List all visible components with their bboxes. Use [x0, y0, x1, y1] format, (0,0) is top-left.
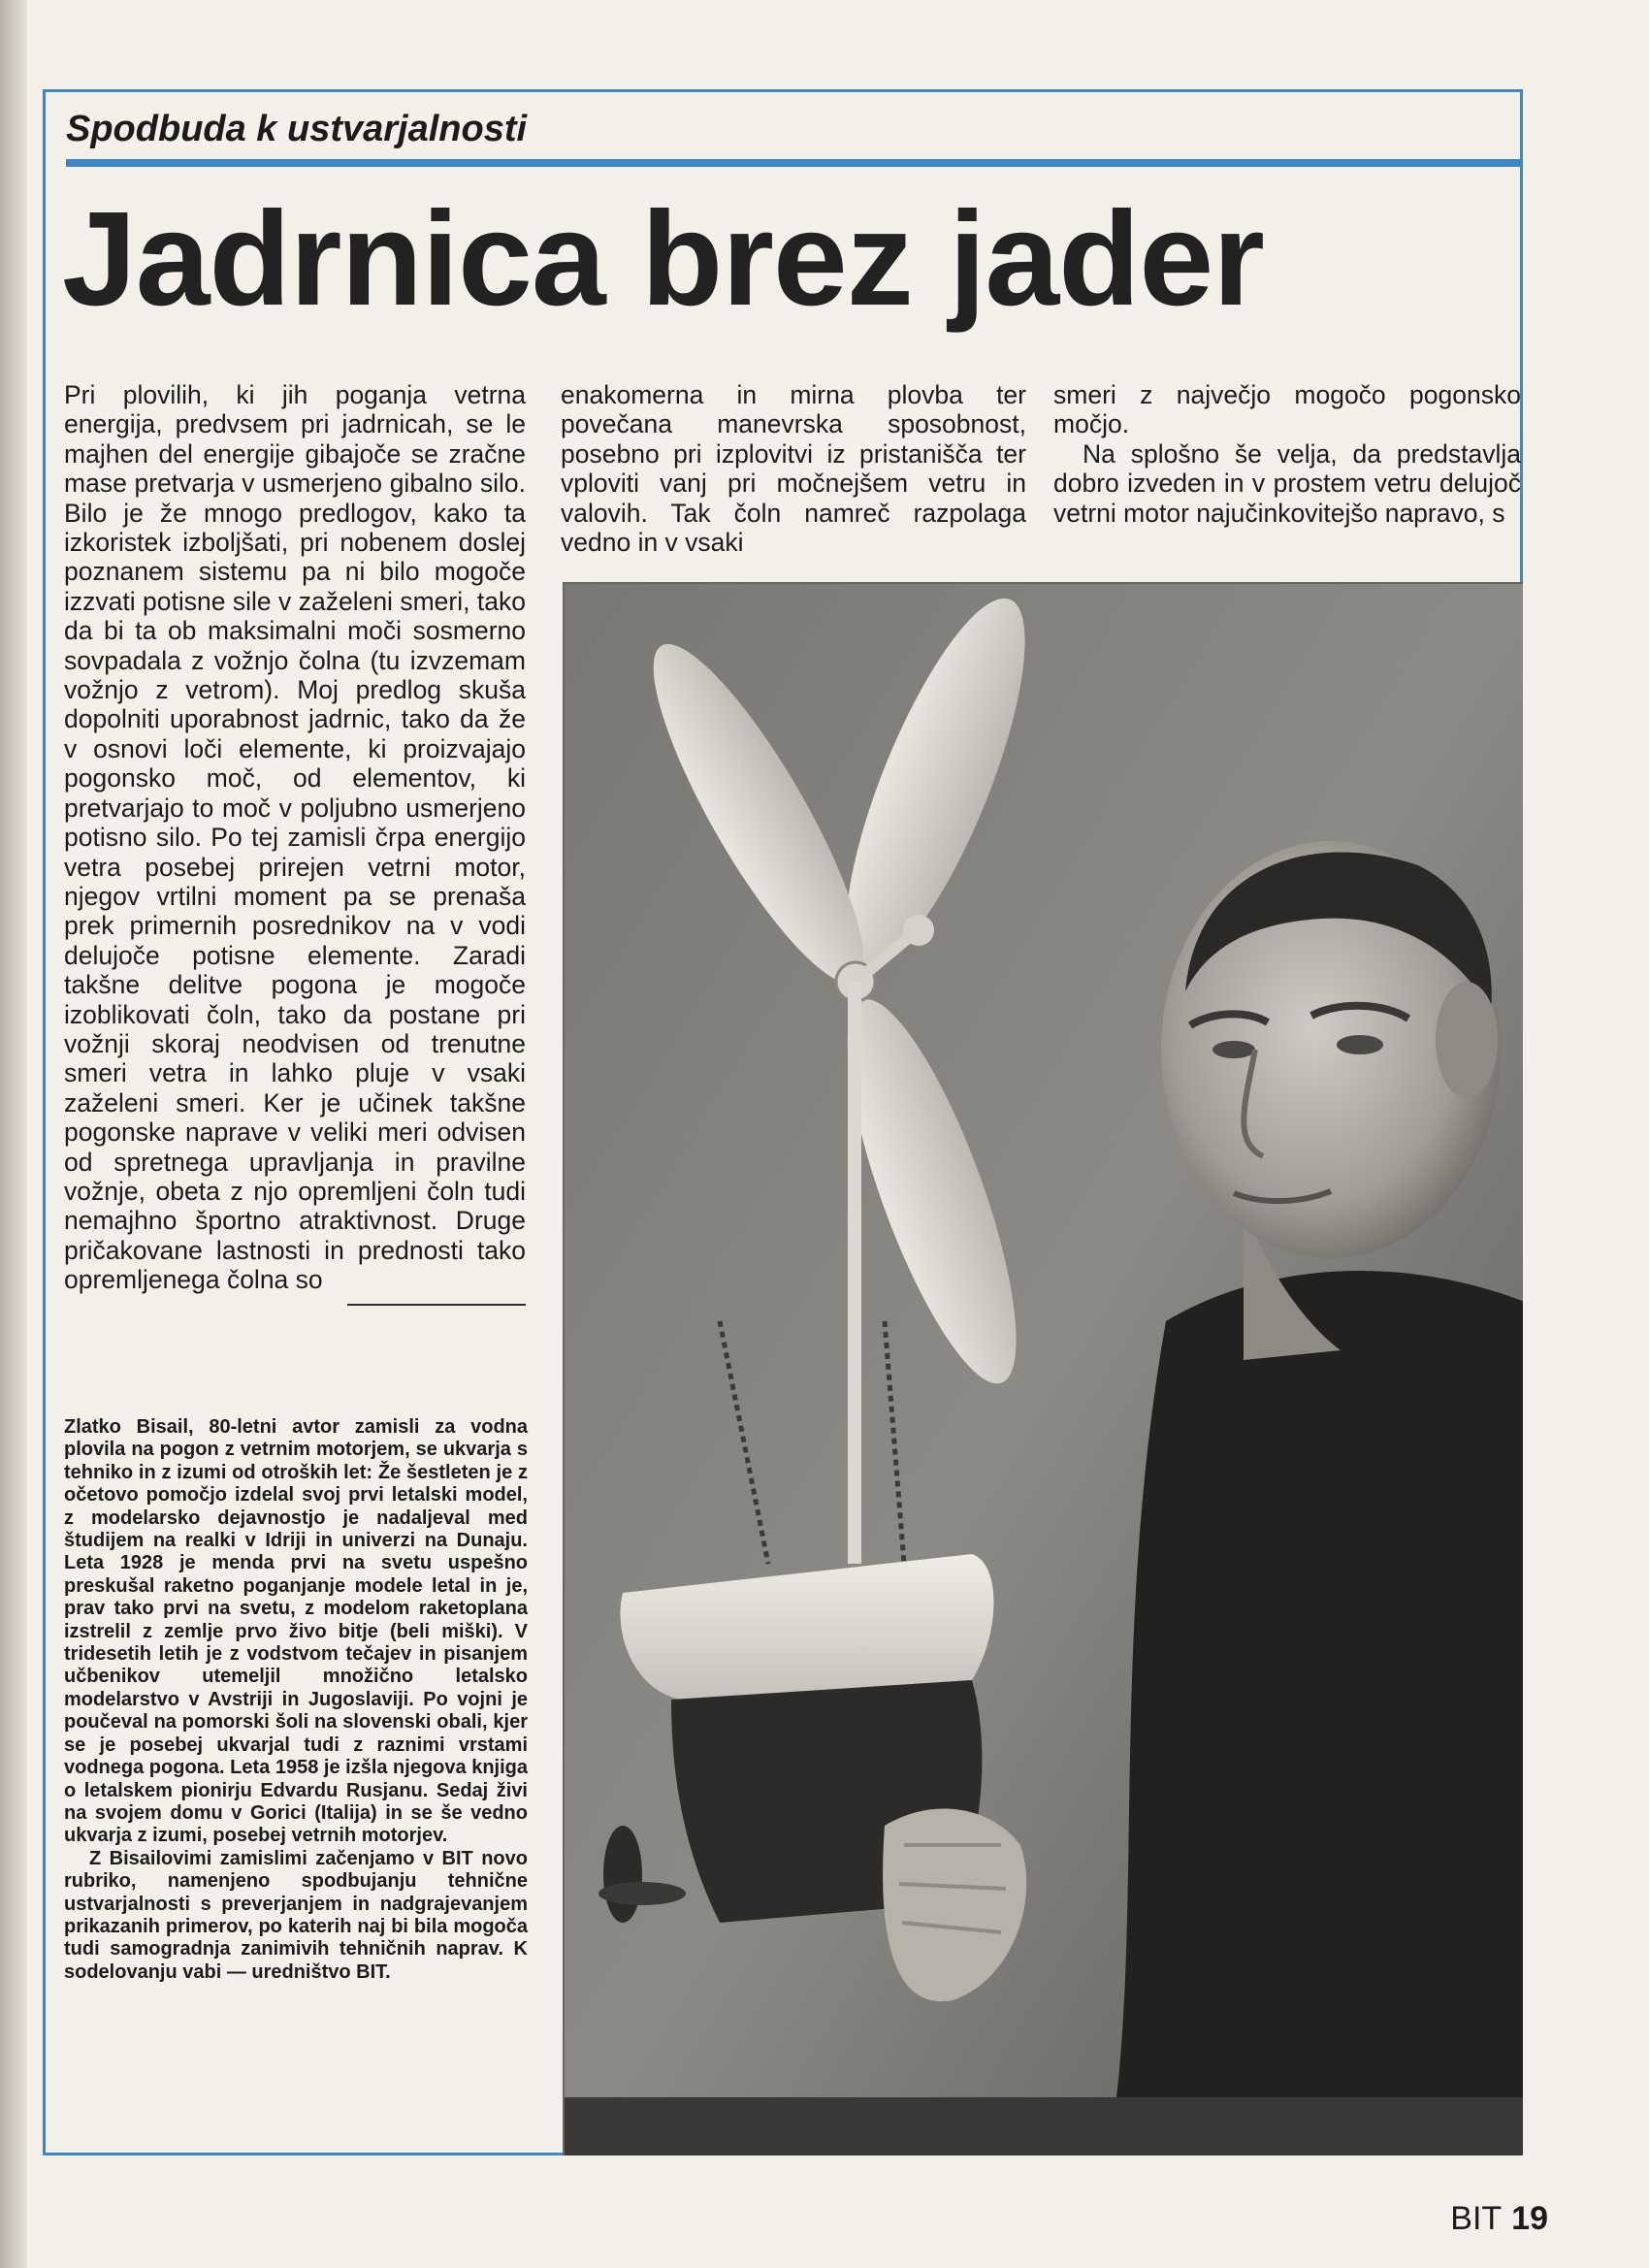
column-end-rule — [347, 1304, 526, 1306]
article-headline: Jadrnica brez jader — [62, 184, 1264, 334]
bio-paragraph: Zlatko Bisail, 80-letni avtor zamisli za vodna plovila na pogon z vetrnim motorjem, se ukvarja s tehniko in z izumi od otroških let: Že šestleten je z očetovo pomočjo izdelal svoj prvi letalski model, z modelarsko dejavnostjo je nadaljeval med študijem na realki v Idriji in univerzi na Dunaju. Leta 1928 je menda prvi na svetu uspešno preskušal raketno poganjanje modele letal in je, prav tako prvi na svetu, z modelom raketoplana izstrelil z zemlje prvo živo bitje (beli miški). V tridesetih letih je z vodstvom tečajev in pisanjem učbenikov utemeljil množično letalsko modelarstvo v Avstriji in Jugoslaviji. Po vojni je poučeval na pomorski šoli na slovenski obali, kjer se je posebej ukvarjal tudi z raznimi vrstami vodnega pogona. Leta 1958 je izšla njegova knjiga o letalskem pionirju Edvardu Rusjanu. Sedaj živi na svojem domu v Gorici (Italija) in se še vedno ukvarja z izumi, posebej vetrnih motorjev. — [64, 1416, 528, 1847]
body-paragraph: smeri z največjo mogočo pogonsko močjo. — [1053, 380, 1521, 439]
page-number: 19 — [1511, 2200, 1548, 2237]
body-paragraph: enakomerna in mirna plovba ter povečana manevrska sposobnost, posebno pri izplovitvi iz pristanišča ter vploviti vanj pri močnejšem vetru in valovih. Tak čoln namreč razpolaga vedno in v vsaki — [561, 380, 1026, 558]
photo-illustration — [565, 584, 1523, 2155]
section-label: Spodbuda k ustvarjalnosti — [66, 109, 528, 149]
bio-paragraph: Z Bisailovimi zamislimi začenjamo v BIT novo rubriko, namenjeno spodbujanju tehnične ustvarjalnosti s preverjanjem in nadgrajevanjem prikazanih primerov, po katerih naj bi bila mogoča tudi samogradnja zanimivih tehničnih naprav. K sodelovanju vabi — uredništvo BIT. — [64, 1847, 528, 1983]
body-column-3 — [1053, 380, 1521, 528]
inventor-photo — [563, 582, 1523, 2155]
page-binding-shadow — [0, 0, 27, 2268]
body-paragraph: Pri plovilih, ki jih poganja vetrna energija, predvsem pri jadrnicah, se le majhen del energije gibajoče se zračne mase pretvarja v usmerjeno gibalno silo. Bilo je že mnogo predlogov, kako ta izkoristek izboljšati, pri nobenem doslej poznanem sistemu pa ni bilo mogoče izzvati potisne sile v zaželeni smeri, tako da bi ta ob maksimalni moči sosmerno sovpadala z vožnjo čolna (tu izvzemam vožnjo z vetrom). Moj predlog skuša dopolniti uporabnost jadrnic, tako da že v osnovi loči elemente, ki proizvajajo pogonsko moč, od elementov, ki pretvarjajo to moč v poljubno usmerjeno potisno silo. Po tej zamisli črpa energijo vetra posebej prirejen vetrni motor, njegov vrtilni moment pa se prenaša prek primernih posrednikov na v vodi delujoče potisne elemente. Zaradi takšne delitve pogona je mogoče izoblikovati čoln, tako da postane pri vožnji skoraj neodvisen od trenutne smeri vetra in lahko pluje v vsaki zaželeni smeri. Ker je učinek takšne pogonske naprave v veliki meri odvisen od spretnega upravljanja in pravilne vožnje, obeta z njo opremljeni čoln tudi nemajhno športno atraktivnost. Druge pričakovane lastnosti in prednosti tako opremljenega čolna so — [64, 380, 526, 1295]
author-bio-box — [64, 1416, 528, 1984]
body-column-2 — [561, 380, 1026, 557]
body-paragraph: Na splošno še velja, da predstavlja dobro izveden in v prostem vetru delujoč vetrni motor najučinkovitejšo napravo, s — [1053, 438, 1521, 528]
magazine-name: BIT — [1450, 2200, 1503, 2237]
section-rule — [66, 159, 1523, 167]
body-column-1 — [64, 380, 526, 1295]
page-folio — [1450, 2200, 1548, 2238]
